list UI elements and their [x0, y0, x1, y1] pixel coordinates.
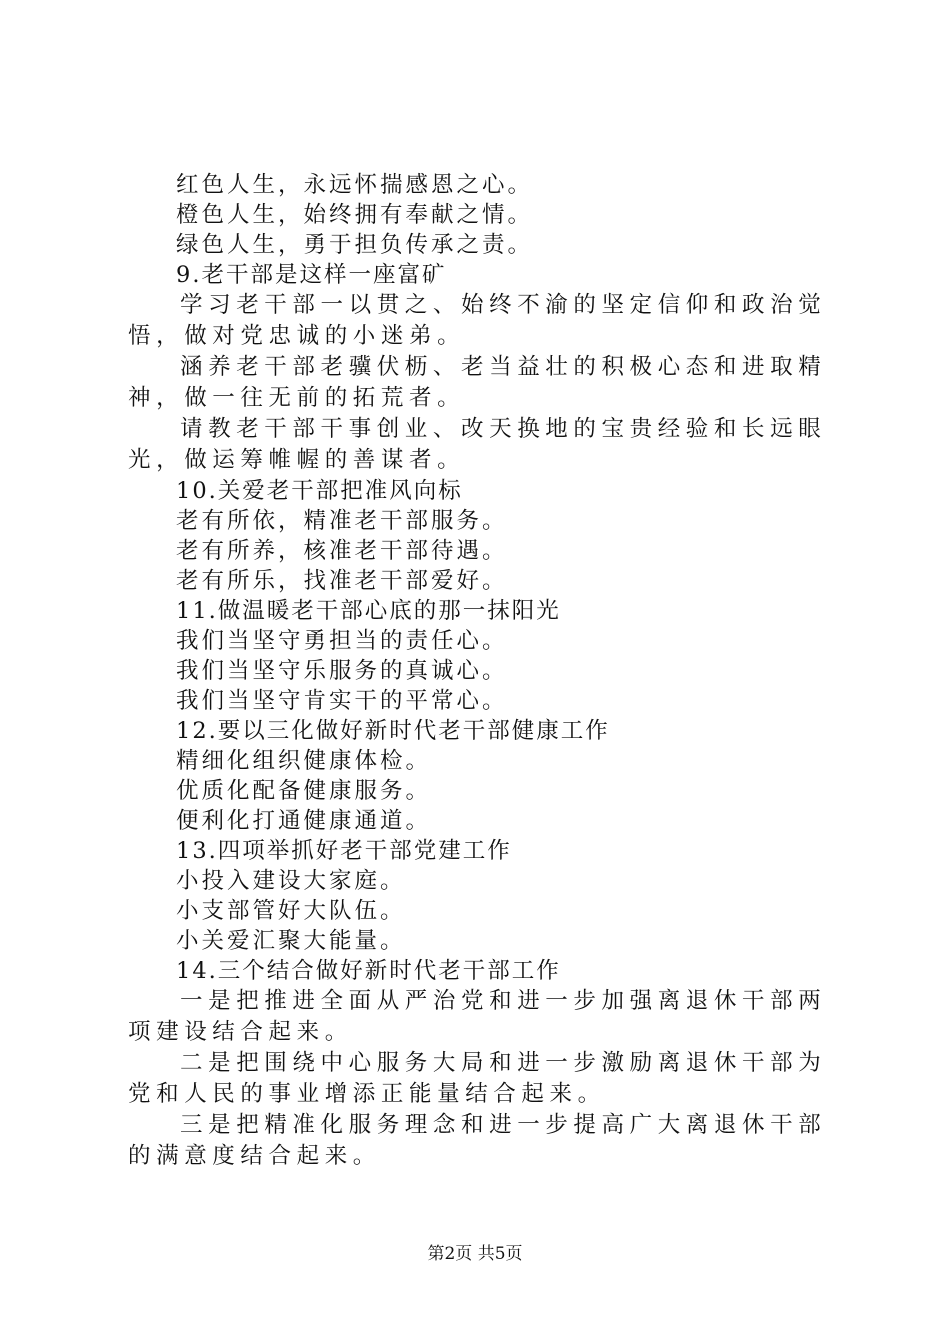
- paragraph: 便利化打通健康通道。: [176, 808, 432, 834]
- paragraph: 学习老干部一以贯之、始终不渝的坚定信仰和政治觉悟，做对党忠诚的小迷弟。: [128, 292, 827, 349]
- paragraph: 老有所养，核准老干部待遇。: [176, 538, 508, 564]
- paragraph: 老有所乐，找准老干部爱好。: [176, 568, 508, 594]
- paragraph: 二是把围绕中心服务大局和进一步激励离退休干部为党和人民的事业增添正能量结合起来。: [128, 1050, 827, 1107]
- section-heading: 11.做温暖老干部心底的那一抹阳光: [176, 598, 561, 624]
- paragraph: 请教老干部干事创业、改天换地的宝贵经验和长远眼光，做运筹帷幄的善谋者。: [128, 416, 827, 473]
- paragraph: 老有所依，精准老干部服务。: [176, 508, 508, 534]
- section-heading: 9.老干部是这样一座富矿: [176, 262, 447, 288]
- paragraph: 一是把推进全面从严治党和进一步加强离退休干部两项建设结合起来。: [128, 988, 827, 1045]
- section-heading: 14.三个结合做好新时代老干部工作: [176, 958, 561, 984]
- section-heading: 10.关爱老干部把准风向标: [176, 478, 463, 504]
- paragraph: 红色人生，永远怀揣感恩之心。: [176, 172, 534, 198]
- paragraph: 小关爱汇聚大能量。: [176, 928, 406, 954]
- document-body: [128, 170, 834, 1172]
- paragraph: 我们当坚守勇担当的责任心。: [176, 628, 508, 654]
- paragraph: 涵养老干部老骥伏枥、老当益壮的积极心态和进取精神，做一往无前的拓荒者。: [128, 354, 827, 411]
- paragraph: 小投入建设大家庭。: [176, 868, 406, 894]
- paragraph: 橙色人生，始终拥有奉献之情。: [176, 202, 534, 228]
- paragraph: 优质化配备健康服务。: [176, 778, 432, 804]
- paragraph: 我们当坚守肯实干的平常心。: [176, 688, 508, 714]
- section-heading: 12.要以三化做好新时代老干部健康工作: [176, 718, 610, 744]
- paragraph: 我们当坚守乐服务的真诚心。: [176, 658, 508, 684]
- page-footer: 第2页 共5页: [427, 1244, 523, 1264]
- paragraph: 三是把精准化服务理念和进一步提高广大离退休干部的满意度结合起来。: [128, 1112, 827, 1169]
- section-heading: 13.四项举抓好老干部党建工作: [176, 838, 512, 864]
- paragraph: 绿色人生，勇于担负传承之责。: [176, 232, 534, 258]
- paragraph: 小支部管好大队伍。: [176, 898, 406, 924]
- paragraph: 精细化组织健康体检。: [176, 748, 432, 774]
